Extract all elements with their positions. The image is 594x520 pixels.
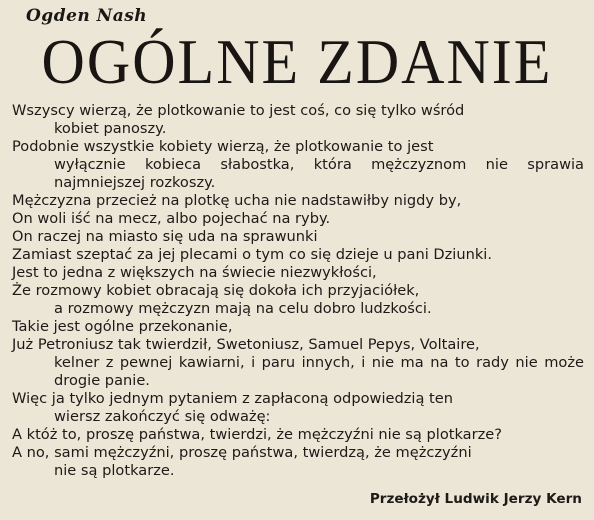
poem-line: Więc ja tylko jednym pytaniem z zapłaconą odpowiedzią ten wiersz zakończyć się odważę: [12, 390, 453, 425]
poem-line: Że rozmowy kobiet obracają się dokoła ich przyjaciółek, a rozmowy mężczyzn mają na celu dobro ludzkości. [12, 282, 432, 317]
poem-line: Mężczyzna przecież na plotkę ucha nie nadstawiłby nigdy by, [12, 192, 462, 209]
poem-line: Zamiast szeptać za jej plecami o tym co się dzieje u pani Dziunki. [12, 246, 493, 263]
poem-line: A no, sami mężczyźni, proszę państwa, twierdzą, że mężczyźni nie są plotkarze. [12, 444, 472, 479]
author-name: Ogden Nash [26, 6, 148, 26]
poem-body [12, 102, 584, 480]
poem-line: A któż to, proszę państwa, twierdzi, że mężczyźni nie są plotkarze? [12, 426, 502, 443]
poem-line: Takie jest ogólne przekonanie, [12, 318, 233, 335]
poem-line: Już Petroniusz tak twierdził, Swetoniusz, Samuel Pepys, Voltaire, kelner z pewnej kawiarni, i paru innych, i nie ma na to rady nie może drogie panie. [12, 336, 584, 389]
poem-line: On woli iść na mecz, albo pojechać na ryby. [12, 210, 331, 227]
poem-line: Jest to jedna z większych na świecie niezwykłości, [12, 264, 377, 281]
translator-credit: Przełożył Ludwik Jerzy Kern [369, 491, 582, 507]
poem-line: Wszyscy wierzą, że plotkowanie to jest coś, co się tylko wśród kobiet panoszy. [12, 102, 465, 137]
poem-title: OGÓLNE ZDANIE [41, 27, 553, 97]
poem-line: On raczej na miasto się uda na sprawunki [12, 228, 318, 245]
poem-line: Podobnie wszystkie kobiety wierzą, że plotkowanie to jest wyłącznie kobieca słabostka, która mężczyznom nie sprawia najmniejszej rozkoszy. [12, 138, 584, 191]
